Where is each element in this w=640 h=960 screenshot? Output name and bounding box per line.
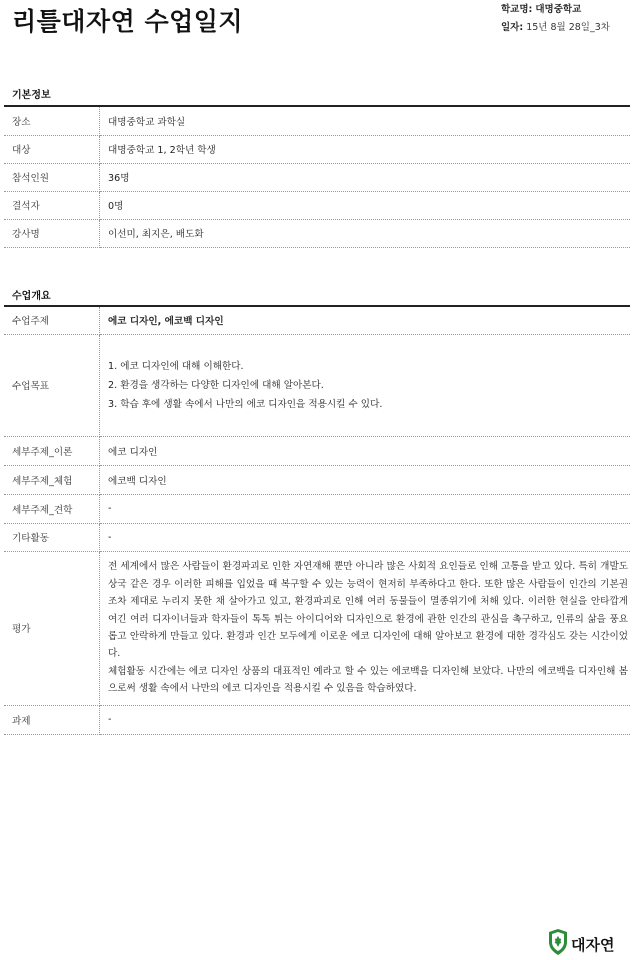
eval-label: 평가 (4, 551, 100, 705)
row-value: 0명 (100, 191, 631, 219)
row-label: 강사명 (4, 219, 100, 247)
row-value: 대명중학교 과학실 (100, 107, 631, 135)
task-label: 과제 (4, 705, 100, 734)
row-value: 이선미, 최지은, 배도화 (100, 219, 631, 247)
list-item: 3. 학습 후에 생활 속에서 나만의 에코 디자인을 적용시킬 수 있다. (108, 398, 383, 410)
table-row (4, 107, 630, 135)
other-value: - (100, 523, 631, 551)
row-value: 36명 (100, 163, 631, 191)
theory-label: 세부주제_이론 (4, 436, 100, 465)
row-label: 참석인원 (4, 163, 100, 191)
school-value: 대명중학교 (535, 4, 582, 15)
table-row (4, 163, 630, 191)
brand-logo (548, 928, 614, 960)
practice-value: 에코백 디자인 (100, 465, 631, 494)
table-row (4, 551, 630, 705)
table-row (4, 191, 630, 219)
school-key: 학교명: (501, 4, 533, 15)
table-row (4, 436, 630, 465)
theory-value: 에코 디자인 (100, 436, 631, 465)
table-row (4, 705, 630, 734)
table-row (4, 523, 630, 551)
basic-info-heading: 기본정보 (12, 90, 51, 101)
date-value: 15년 8월 28일_3차 (526, 22, 610, 33)
overview-table (4, 307, 630, 735)
table-row (4, 307, 630, 334)
basic-info-table (4, 107, 630, 248)
topic-label: 수업주제 (4, 307, 100, 334)
goal-value (100, 334, 631, 436)
list-item: 2. 환경을 생각하는 다양한 디자인에 대해 알아본다. (108, 379, 324, 391)
other-label: 기타활동 (4, 523, 100, 551)
table-row (4, 334, 630, 436)
shield-leaf-icon (548, 928, 568, 960)
tour-value: - (100, 494, 631, 523)
table-row (4, 135, 630, 163)
eval-value (100, 551, 631, 705)
table-row (4, 465, 630, 494)
row-label: 대상 (4, 135, 100, 163)
eval-paragraph-2: 체험활동 시간에는 에코 디자인 상품의 대표적인 예라고 할 수 있는 에코백을 디자인해 보았다. 나만의 에코백을 디자인해 봄으로써 생활 속에서 나만의 에코 디자인을 적용시킬 수 있음을 학습하였다. (108, 665, 628, 695)
row-label: 결석자 (4, 191, 100, 219)
tour-label: 세부주제_견학 (4, 494, 100, 523)
table-row (4, 219, 630, 247)
document-meta (501, 1, 610, 37)
eval-paragraph-1: 전 세계에서 많은 사람들이 환경파괴로 인한 자연재해 뿐만 아니라 많은 사회적 요인들로 인해 고통을 받고 있다. 특히 개발도상국 같은 경우 이러한 피해를 입었을 때 복구할 수 있는 능력이 현저히 부족하다고 한다. 또한 많은 사람들이 인간의 기본권조차 제대로 누리지 못한 채 살아가고 있고, 환경파괴로 인해 여러 동물들이 멸종위기에 처해 있다. 이러한 현실을 안타깝게 여긴 여러 디자이너들과 학자들이 톡톡 튀는 아이디어와 디자인으로 환경에 관한 인간의 관심을 촉구하고, 인류의 삶을 풍요롭고 안락하게 만들고 있다. 환경과 인간 모두에게 이로운 에코 디자인에 대해 알아보고 환경에 대한 경각심도 갖는 시간이었다. (108, 561, 628, 660)
table-row (4, 494, 630, 523)
list-item: 1. 에코 디자인에 대해 이해한다. (108, 360, 244, 372)
topic-value: 에코 디자인, 에코백 디자인 (100, 307, 631, 334)
date-line (501, 19, 610, 37)
page-title: 리틀대자연 수업일지 (12, 7, 244, 36)
school-line (501, 1, 610, 19)
brand-name: 대자연 (571, 935, 615, 954)
task-value: - (100, 705, 631, 734)
overview-heading: 수업개요 (12, 291, 51, 302)
row-label: 장소 (4, 107, 100, 135)
date-key: 일자: (501, 22, 524, 33)
row-value: 대명중학교 1, 2학년 학생 (100, 135, 631, 163)
goal-list (108, 357, 630, 414)
goal-label: 수업목표 (4, 334, 100, 436)
practice-label: 세부주제_체험 (4, 465, 100, 494)
